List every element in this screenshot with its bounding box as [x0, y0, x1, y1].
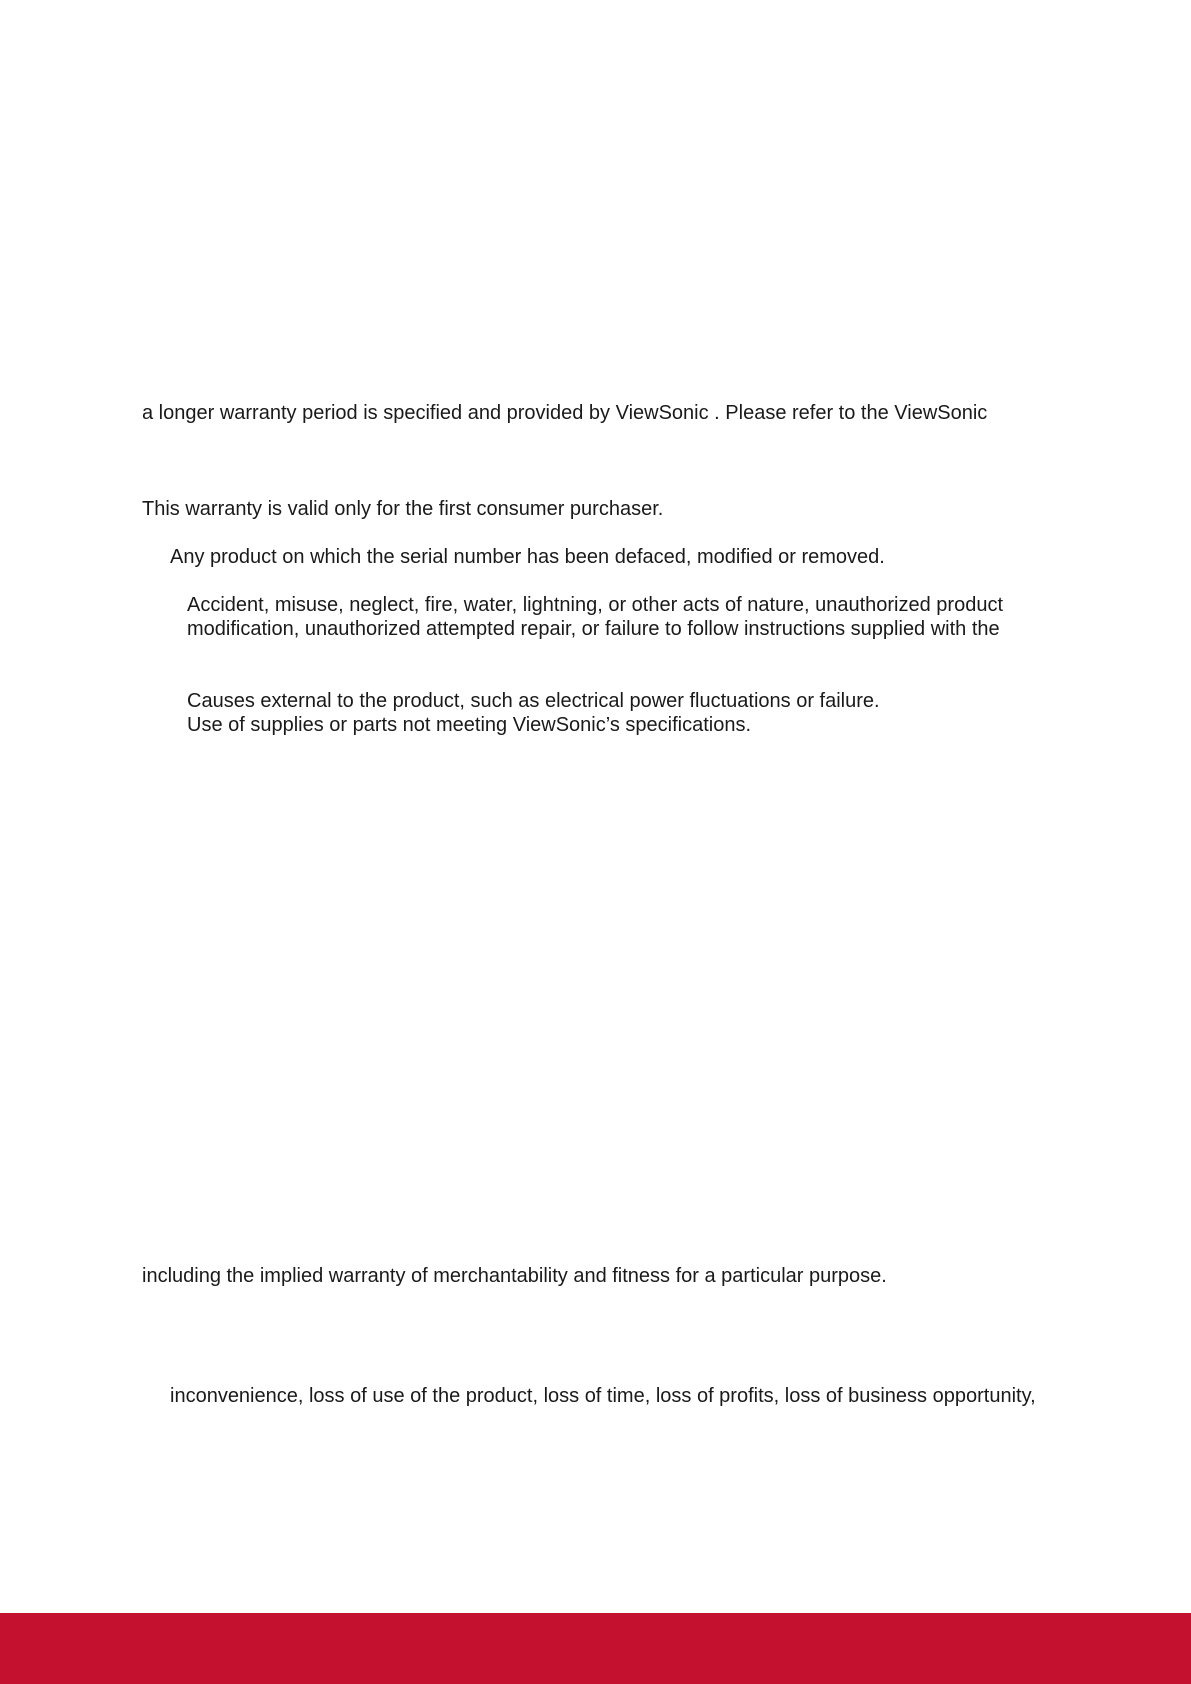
first-purchaser-text: This warranty is valid only for the first consumer purchaser.: [142, 498, 664, 520]
warranty-period-text: a longer warranty period is specified and provided by ViewSonic . Please refer to the ViewSonic: [142, 402, 988, 424]
damages-text: inconvenience, loss of use of the product, loss of time, loss of profits, loss of business opportunity,: [170, 1385, 1036, 1407]
exclusion-serial-number: Any product on which the serial number has been defaced, modified or removed.: [170, 546, 885, 568]
footer-band: [0, 1613, 1191, 1684]
exclusion-supplies: Use of supplies or parts not meeting ViewSonic’s specifications.: [187, 714, 751, 736]
exclusion-accident-line-1: Accident, misuse, neglect, fire, water, lightning, or other acts of nature, unauthorized product: [187, 594, 1004, 616]
exclusion-external-causes: Causes external to the product, such as electrical power fluctuations or failure.: [187, 690, 880, 712]
implied-warranty-text: including the implied warranty of merchantability and fitness for a particular purpose.: [142, 1265, 887, 1287]
exclusion-accident-line-2: modification, unauthorized attempted repair, or failure to follow instructions supplied with the: [187, 618, 1000, 640]
